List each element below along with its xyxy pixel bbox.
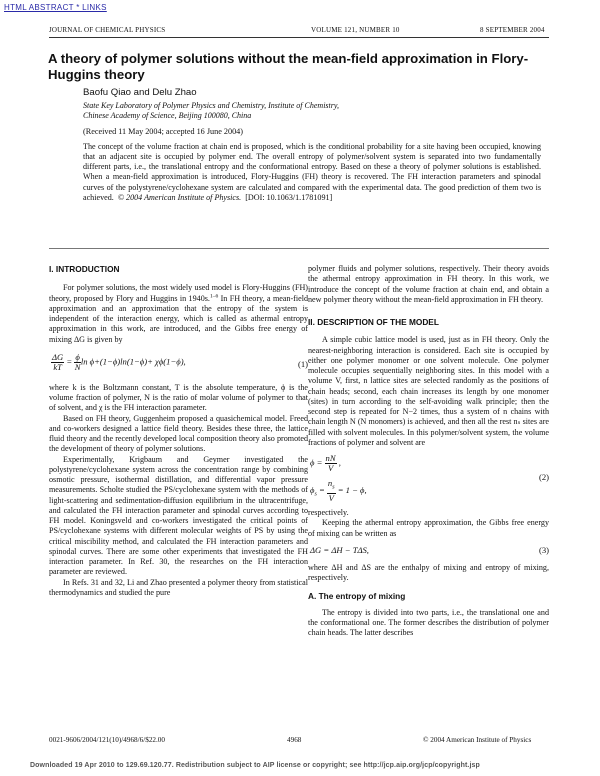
affiliation-line-2: Chinese Academy of Science, Beijing 100080, China	[83, 111, 252, 121]
intro-paragraph-4: Experimentally, Krigbaum and Geymer investigated the polystyrene/cyclohexane system across the concentration range by combining osmotic pressure, isothermal distillation, and differential vapor pressure measurements. Scholte studied the PS/cyclohexane system with the methods of light-scattering and sedimentation-diffusion equilibrium in the ultracentrifuge, and calculated the FH interaction parameter and spinodal curves according to FH model. Koningsveld and co-workers investigated the critical points of PS/cyclohexane systems with different molecular weights of PS by using the critical miscibility method, and calculated the FH interaction parameters and spinodal curves. There are some other experiments that investigated the FH interaction parameter. In Ref. 30, the researches on the FH interaction parameter are reviewed.	[49, 454, 308, 577]
intro-heading: I. INTRODUCTION	[49, 264, 120, 274]
model-heading: II. DESCRIPTION OF THE MODEL	[308, 317, 439, 327]
model-paragraph-0: polymer fluids and polymer solutions, respectively. Their theory avoids the athermal entropy approximation in FH theory. In this work, we introduce the concept of the volume fraction at chain end, and obtain a new polymer theory without the mean-field approximation in FH theory.	[308, 264, 549, 304]
affiliation	[83, 101, 339, 122]
equation-2: ϕ = $\frac{nN}{V}$ , $\phi_s$ = $\frac{n_s}{V}$ = 1 − ϕ, (2)	[310, 453, 549, 503]
header-rule	[49, 37, 549, 38]
left-column	[49, 264, 308, 598]
equation-1-number: (1)	[297, 358, 308, 369]
entropy-heading: A. The entropy of mixing	[308, 591, 406, 602]
download-notice[interactable]: Downloaded 19 Apr 2010 to 129.69.120.77. Redistribution subject to AIP license or copyright; see http://jcp.aip.org/jcp/copyright.jsp	[30, 762, 480, 769]
volume-number: VOLUME 121, NUMBER 10	[311, 26, 400, 34]
paper-title: A theory of polymer solutions without the mean-field approximation in Flory-Huggins theory	[48, 51, 529, 82]
equation-3-number: (3)	[538, 544, 549, 555]
intro-paragraph-3: Based on FH theory, Guggenheim proposed a quasichemical model. Freed and co-workers designed a lattice field theory. Besides these three, the lattice fluid theory and the recently developed local composition theory also promoted the development of theory of polymer solutions.	[49, 413, 308, 454]
received-dates: (Received 11 May 2004; accepted 16 June 2004)	[83, 127, 243, 136]
equation-3: ΔG = ΔH − TΔS, (3)	[310, 544, 549, 555]
authors: Baofu Qiao and Delu Zhao	[83, 87, 197, 98]
abstract-copyright: © 2004 American Institute of Physics.	[117, 192, 242, 202]
doi[interactable]: [DOI: 10.1063/1.1781091]	[245, 192, 333, 202]
affiliation-line-1: State Key Laboratory of Polymer Physics and Chemistry, Institute of Chemistry,	[83, 101, 339, 110]
html-abstract-links[interactable]: HTML ABSTRACT * LINKS	[4, 3, 107, 12]
model-paragraph-3: Keeping the athermal entropy approximation, the Gibbs free energy of mixing can be written as	[308, 518, 549, 538]
entropy-paragraph-1: The entropy is divided into two parts, i.e., the translational one and the conformational one. The former describes the distribution of polymer chain heads. The latter describes	[308, 607, 549, 637]
footer-copyright: © 2004 American Institute of Physics	[423, 736, 532, 744]
abstract-text: The concept of the volume fraction at chain end is proposed, which is the conditional probability for a site having been occupied, knowing that an adjacent site is occupied by polymer end. The overall entropy of polymer/solvent system is separated into two fundamentally different parts, i.e., the translational entropy and the conformational entropy. Based on these a theory of polymer solutions is established. When a mean-field approximation is introduced, Flory-Huggins (FH) theory is recovered. The FH interaction parameters and spinodal curves of the polystyrene/cyclohexane system are calculated and compared with the experimental data. The good prediction of them two is achieved.	[83, 142, 541, 202]
abstract-rule	[49, 248, 549, 249]
intro-paragraph-5: In Refs. 31 and 32, Li and Zhao presented a polymer theory from statistical thermodynamics and studied the pure	[49, 577, 308, 597]
page-number: 4968	[287, 736, 302, 744]
model-paragraph-1: A simple cubic lattice model is used, just as in FH theory. Only the nearest-neighboring interaction is considered. Each site is occupied by either one polymer monomer or one solvent molecule. One polymer molecule occupies sequentially neighboring sites. In this model with a volume V, first, n lattice sites are selected randomly as the positions of chain heads; second, each chain increases its length by one monomer (sites) in turn according to the self-avoiding walk principle; then the second step is repeated for N−2 times, thus a system of n chains with chain length N (N monomers) is achieved, and then all the rest nₛ sites are filled with solvent molecules. In this polymer/solvent system, the volume fractions of polymer and solvent are	[308, 335, 549, 447]
intro-paragraph-1: For polymer solutions, the most widely used model is Flory-Huggins (FH) theory, proposed by Flory and Huggins in 1940s.$^{1-6}$ In FH theory, a mean-field approximation and an approximation that the entropy of the system is independent of the interaction energy, which is called as athermal entropy approximation in this work, are introduced, and the Gibbs free energy of mixing ΔG is given by	[49, 283, 309, 344]
equation-2-number: (2)	[538, 472, 549, 482]
right-column	[308, 264, 549, 638]
footer-code: 0021-9606/2004/121(10)/4968/6/$22.00	[49, 736, 165, 744]
model-paragraph-2: respectively.	[308, 508, 349, 517]
issue-date: 8 SEPTEMBER 2004	[480, 26, 545, 34]
abstract	[83, 142, 541, 203]
ref-superscript: 1–6	[209, 292, 219, 299]
journal-name: JOURNAL OF CHEMICAL PHYSICS	[49, 26, 166, 34]
model-paragraph-4: where ΔH and ΔS are the enthalpy of mixing and entropy of mixing, respectively.	[308, 562, 549, 582]
intro-paragraph-2: where k is the Boltzmann constant, T is the absolute temperature, ϕ is the volume fraction of polymer, N is the ratio of molar volume of polymer to that of solvent, and χ is the FH interaction parameter.	[49, 382, 308, 413]
equation-1: $\frac{\Delta G}{kT}$ = $\frac{\phi}{N}$ ln ϕ+(1−ϕ)ln(1−ϕ)+ χϕ(1−ϕ), (1)	[52, 351, 308, 372]
